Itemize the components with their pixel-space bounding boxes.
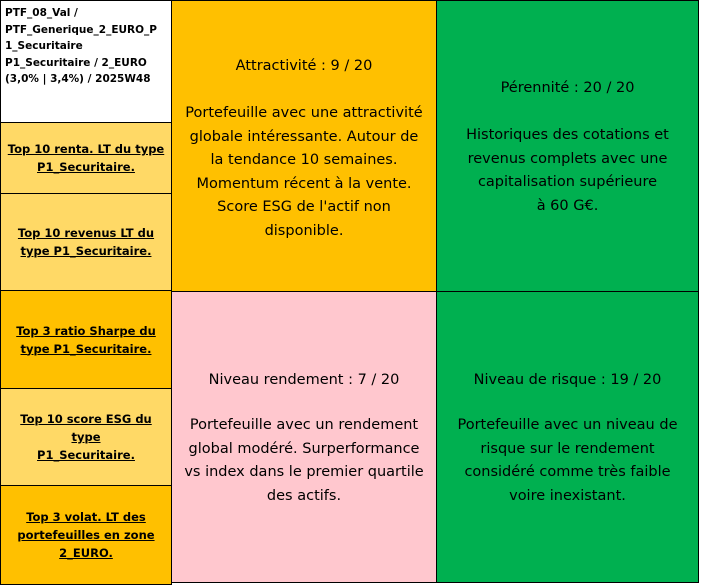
header-line: 1_Securitaire — [5, 40, 83, 53]
perennite-description: Historiques des cotations et revenus complets avec une capitalisation supérieure à 60 G€. — [466, 127, 669, 214]
top10-esg-cell[interactable] — [0, 388, 172, 486]
top3-volat-cell[interactable] — [0, 485, 172, 585]
perennite-panel — [436, 0, 699, 292]
top10-renta-cell[interactable] — [0, 122, 172, 194]
header-line: (3,0% | 3,4%) / 2025W48 — [5, 73, 151, 86]
attractivite-title: Attractivité : 9 / 20 — [235, 58, 373, 74]
top10-esg-link[interactable]: Top 10 score ESG du type P1_Securitaire. — [20, 412, 152, 462]
header-line: PTF_08_Val / — [5, 7, 78, 19]
top10-revenus-link[interactable]: Top 10 revenus LT du type P1_Securitaire. — [17, 226, 155, 258]
top3-sharpe-cell[interactable] — [0, 290, 172, 389]
risque-description: Portefeuille avec un niveau de risque sur le rendement considéré comme très faible voire inexistant. — [457, 417, 678, 504]
attractivite-description: Portefeuille avec une attractivité globale intéressante. Autour de la tendance 10 semaines. Momentum récent à la vente. Score ESG de l'actif non disponible. — [185, 105, 423, 239]
risque-title: Niveau de risque : 19 / 20 — [473, 372, 662, 388]
portfolio-header — [0, 0, 172, 123]
top3-volat-link[interactable]: Top 3 volat. LT des portefeuilles en zone 2_EURO. — [17, 510, 155, 560]
header-line: P1_Securitaire / 2_EURO — [5, 56, 147, 69]
top3-sharpe-link[interactable]: Top 3 ratio Sharpe du type P1_Securitaire. — [16, 323, 156, 356]
rendement-title: Niveau rendement : 7 / 20 — [208, 372, 400, 388]
top10-revenus-cell[interactable] — [0, 193, 172, 291]
perennite-title: Pérennité : 20 / 20 — [500, 80, 635, 96]
rendement-panel — [171, 291, 437, 583]
top10-renta-link[interactable]: Top 10 renta. LT du type P1_Securitaire. — [7, 142, 165, 174]
header-line: PTF_Generique_2_EURO_P — [5, 23, 157, 36]
attractivite-panel — [171, 0, 437, 292]
portfolio-header-text — [1, 1, 171, 88]
rendement-description: Portefeuille avec un rendement global modéré. Surperformance vs index dans le premier quartile des actifs. — [184, 417, 424, 504]
risque-panel — [436, 291, 699, 583]
